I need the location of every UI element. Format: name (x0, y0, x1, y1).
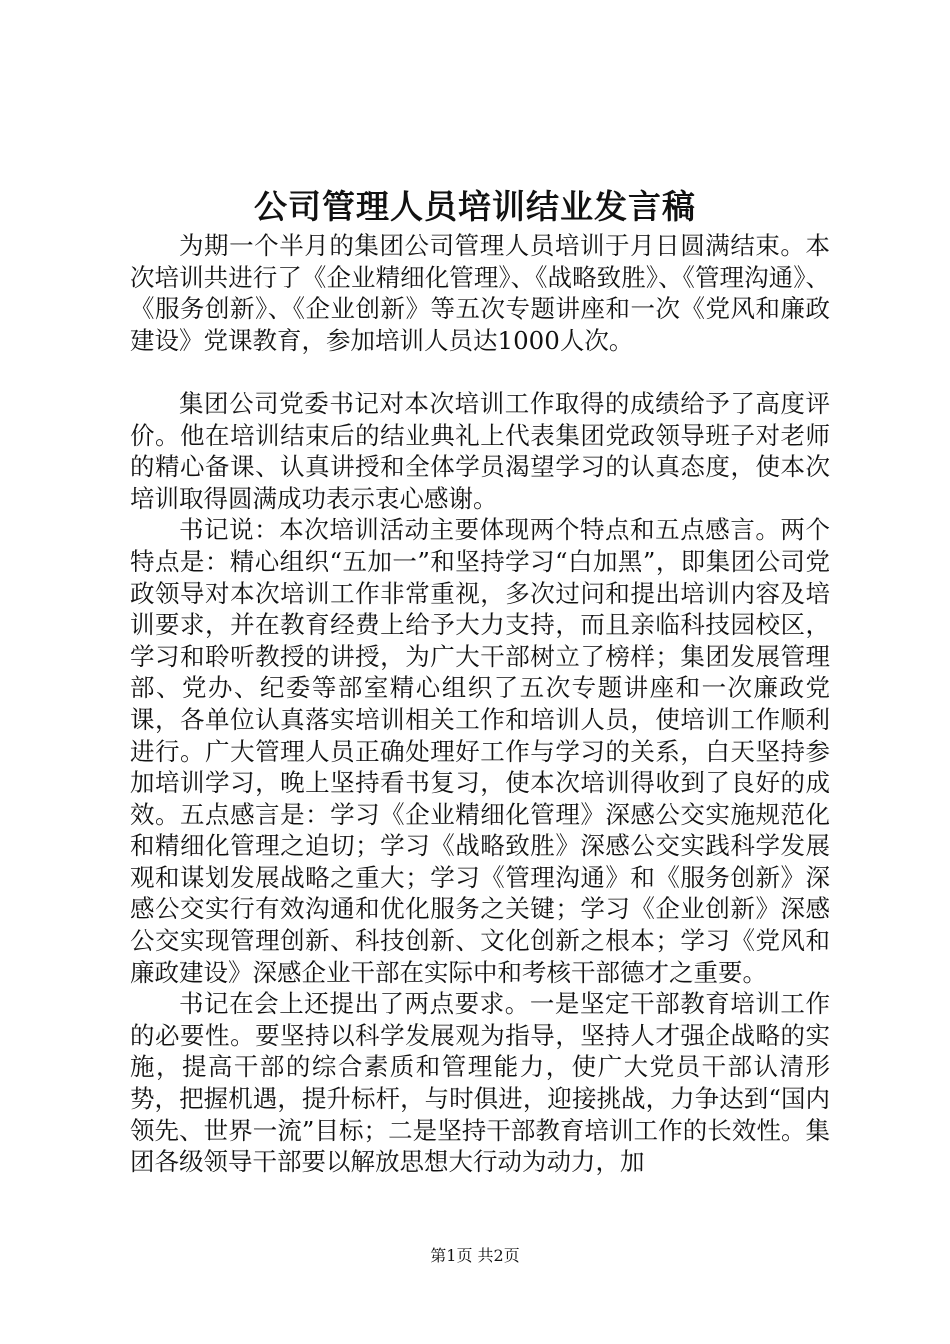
paragraph-3: 书记说：本次培训活动主要体现两个特点和五点感言。两个特点是：精心组织“五加一”和坚持学习“白加黑”，即集团公司党政领导对本次培训工作非常重视，多次过问和提出培训内容及培训要求，并在教育经费上给予大力支持，而且亲临科技园校区，学习和聆听教授的讲授，为广大干部树立了榜样；集团发展管理部、党办、纪委等部室精心组织了五次专题讲座和一次廉政党课，各单位认真落实培训相关工作和培训人员，使培训工作顺利进行。广大管理人员正确处理好工作与学习的关系，白天坚持参加培训学习，晚上坚持看书复习，使本次培训得收到了良好的成效。五点感言是：学习《企业精细化管理》深感公交实施规范化和精细化管理之迫切；学习《战略致胜》深感公交实践科学发展观和谋划发展战略之重大；学习《管理沟通》和《服务创新》深感公交实行有效沟通和优化服务之关键；学习《企业创新》深感公交实现管理创新、科技创新、文化创新之根本；学习《党风和廉政建设》深感企业干部在实际中和考核干部德才之重要。 (130, 515, 830, 987)
paragraph-2: 集团公司党委书记对本次培训工作取得的成绩给予了高度评价。他在培训结束后的结业典礼上代表集团党政领导班子对老师的精心备课、认真讲授和全体学员渴望学习的认真态度，使本次培训取得圆满成功表示衷心感谢。 (130, 388, 830, 513)
document-title: 公司管理人员培训结业发言稿 (254, 187, 696, 226)
document-body (130, 230, 830, 1178)
page-footer: 第1页 共2页 (430, 1246, 520, 1265)
paragraph-1: 为期一个半月的集团公司管理人员培训于月日圆满结束。本次培训共进行了《企业精细化管理》、《战略致胜》、《管理沟通》、《服务创新》、《企业创新》等五次专题讲座和一次《党风和廉政建设》党课教育，参加培训人员达1000人次。 (130, 231, 830, 355)
paragraph-4: 书记在会上还提出了两点要求。一是坚定干部教育培训工作的必要性。要坚持以科学发展观为指导，坚持人才强企战略的实施，提高干部的综合素质和管理能力，使广大党员干部认清形势，把握机遇，提升标杆，与时俱进，迎接挑战，力争达到“国内领先、世界一流”目标；二是坚持干部教育培训工作的长效性。集团各级领导干部要以解放思想大行动为动力，加 (130, 989, 830, 1177)
